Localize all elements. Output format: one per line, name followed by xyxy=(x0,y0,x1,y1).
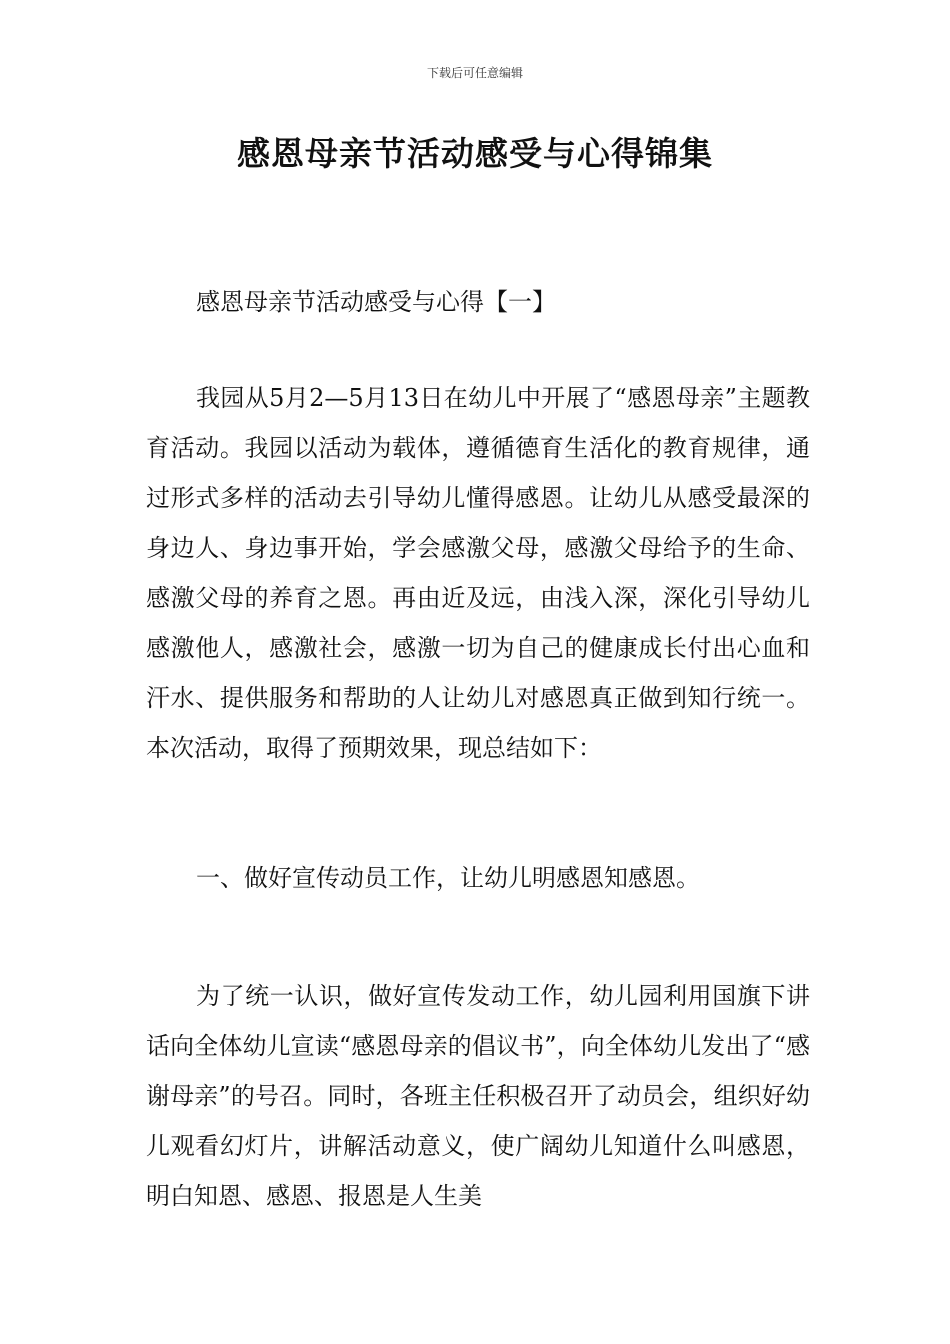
paragraph-2: 为了统一认识，做好宣传发动工作，幼儿园利用国旗下讲话向全体幼儿宣读“感恩母亲的倡议书”，向全体幼儿发出了“感谢母亲”的号召。同时，各班主任积极召开了动员会，组织好幼儿观看幻灯片，讲解活动意义，使广阔幼儿知道什么叫感恩，明白知恩、感恩、报恩是人生美 xyxy=(146,982,810,1210)
paragraph-1: 我园从5月2—5月13日在幼儿中开展了“感恩母亲”主题教育活动。我园以活动为载体，遵循德育生活化的教育规律，通过形式多样的活动去引导幼儿懂得感恩。让幼儿从感受最深的身边人、身边事开始，学会感激父母，感激父母给予的生命、感激父母的养育之恩。再由近及远，由浅入深，深化引导幼儿感激他人，感激社会，感激一切为自己的健康成长付出心血和汗水、提供服务和帮助的人让幼儿对感恩真正做到知行统一。本次活动，取得了预期效果，现总结如下： xyxy=(146,384,810,762)
section-heading: 感恩母亲节活动感受与心得【一】 xyxy=(196,288,556,316)
subheading-1: 一、做好宣传动员工作，让幼儿明感恩知感恩。 xyxy=(196,864,700,892)
header-note: 下载后可任意编辑 xyxy=(426,66,523,80)
document-title: 感恩母亲节活动感受与心得锦集 xyxy=(237,134,713,173)
